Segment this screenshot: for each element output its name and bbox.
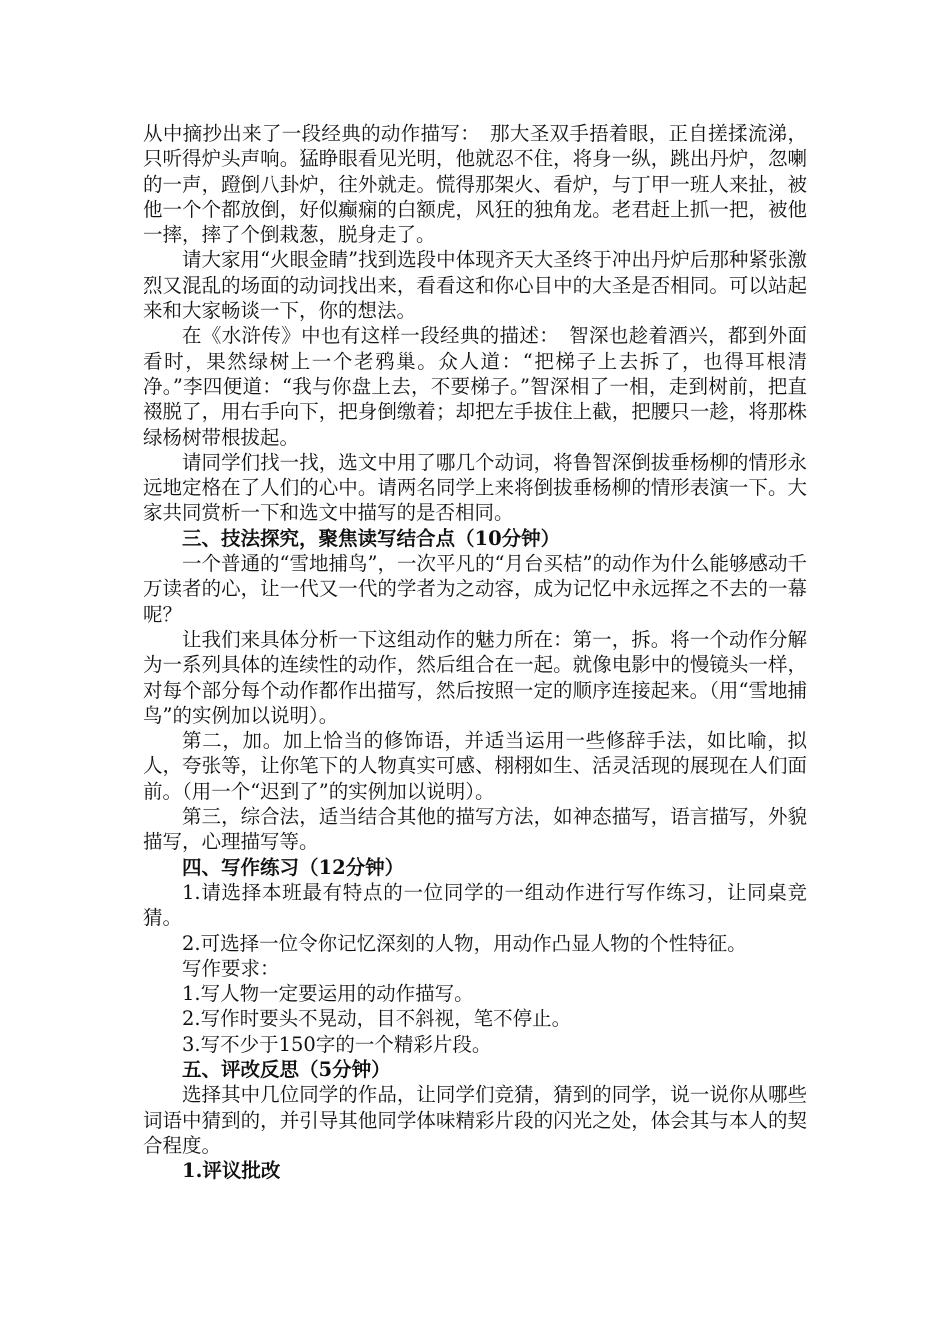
section-heading-3: 三、技法探究，聚焦读写结合点（10分钟） <box>182 526 561 550</box>
requirement-item-2: 2.写作时要头不晃动，目不斜视，笔不停止。 <box>182 1007 572 1031</box>
section-heading-5: 五、评改反思（5分钟） <box>182 1057 391 1081</box>
requirements-label: 写作要求： <box>182 956 280 980</box>
paragraph-method-split: 让我们来具体分析一下这组动作的魅力所在：第一，拆。将一个动作分解为一系列具体的连续性的动作，然后组合在一起。就像电影中的慢镜头一样，对每个部分每个动作都作出描写，然后按照一定的顺序连接起来。（用“雪地捕鸟”的实例加以说明）。 <box>143 627 807 727</box>
exercise-item-2: 2.可选择一位令你记忆深刻的人物，用动作凸显人物的个性特征。 <box>182 931 747 955</box>
paragraph-review: 选择其中几位同学的作品，让同学们竞猜，猜到的同学，说一说你从哪些词语中猜到的，并引导其他同学体味精彩片段的闪光之处，体会其与本人的契合程度。 <box>143 1083 807 1157</box>
paragraph-question-dasheng: 请大家用“火眼金睛”找到选段中体现齐天大圣终于冲出丹炉后那种紧张激烈又混乱的场面的动词找出来，看看这和你心目中的大圣是否相同。可以站起来和大家畅谈一下，你的想法。 <box>143 248 807 323</box>
paragraph-method-add: 第二，加。加上恰当的修饰语，并适当运用一些修辞手法，如比喻，拟人，夸张等，让你笔下的人物真实可感、栩栩如生、活灵活现的展现在人们面前。（用一个“迟到了”的实例加以说明）。 <box>143 729 807 803</box>
paragraph-excerpt-shuihu: 在《水浒传》中也有这样一段经典的描述： 智深也趁着酒兴，都到外面看时，果然绿树上一个老鸦巢。众人道：“把梯子上去拆了，也得耳根清净。”李四便道：“我与你盘上去，不要梯子。”智深相了一相，走到树前，把直裰脱了，用右手向下，把身倒缴着；却把左手拔住上截，把腰只一趁，将那株绿杨树带根拔起。 <box>143 324 807 449</box>
paragraph-excerpt-xiyouji: 从中摘抄出来了一段经典的动作描写： 那大圣双手捂着眼，正自搓揉流涕，只听得炉头声响。猛睁眼看见光明，他就忍不住，将身一纵，跳出丹炉，忽喇的一声，蹬倒八卦炉，往外就走。慌得那架火、看炉，与丁甲一班人来扯，被他一个个都放倒，好似癫痫的白额虎，风狂的独角龙。老君赶上抓一把，被他一摔，摔了个倒栽葱，脱身走了。 <box>143 122 807 247</box>
exercise-item-1: 1.请选择本班最有特点的一位同学的一组动作进行写作练习，让同桌竞猜。 <box>143 880 807 930</box>
paragraph-intro-analysis: 一个普通的“雪地捕鸟”，一次平凡的“月台买桔”的动作为什么能够感动千万读者的心，让一代又一代的学者为之动容，成为记忆中永远挥之不去的一幕呢？ <box>143 552 807 626</box>
paragraph-method-combine: 第三，综合法，适当结合其他的描写方法，如神态描写，语言描写，外貌描写，心理描写等。 <box>143 805 807 854</box>
document-body <box>143 121 807 1183</box>
subheading-review-edit: 1.评议批改 <box>182 1159 281 1183</box>
requirement-item-3: 3.写不少于150字的一个精彩片段。 <box>182 1032 492 1056</box>
requirement-item-1: 1.写人物一定要运用的动作描写。 <box>182 982 474 1006</box>
section-heading-4: 四、写作练习（12分钟） <box>182 855 405 879</box>
paragraph-question-zhishen: 请同学们找一找，选文中用了哪几个动词，将鲁智深倒拔垂杨柳的情形永远地定格在了人们的心中。请两名同学上来将倒拔垂杨柳的情形表演一下。大家共同赏析一下和选文中描写的是否相同。 <box>143 450 807 525</box>
